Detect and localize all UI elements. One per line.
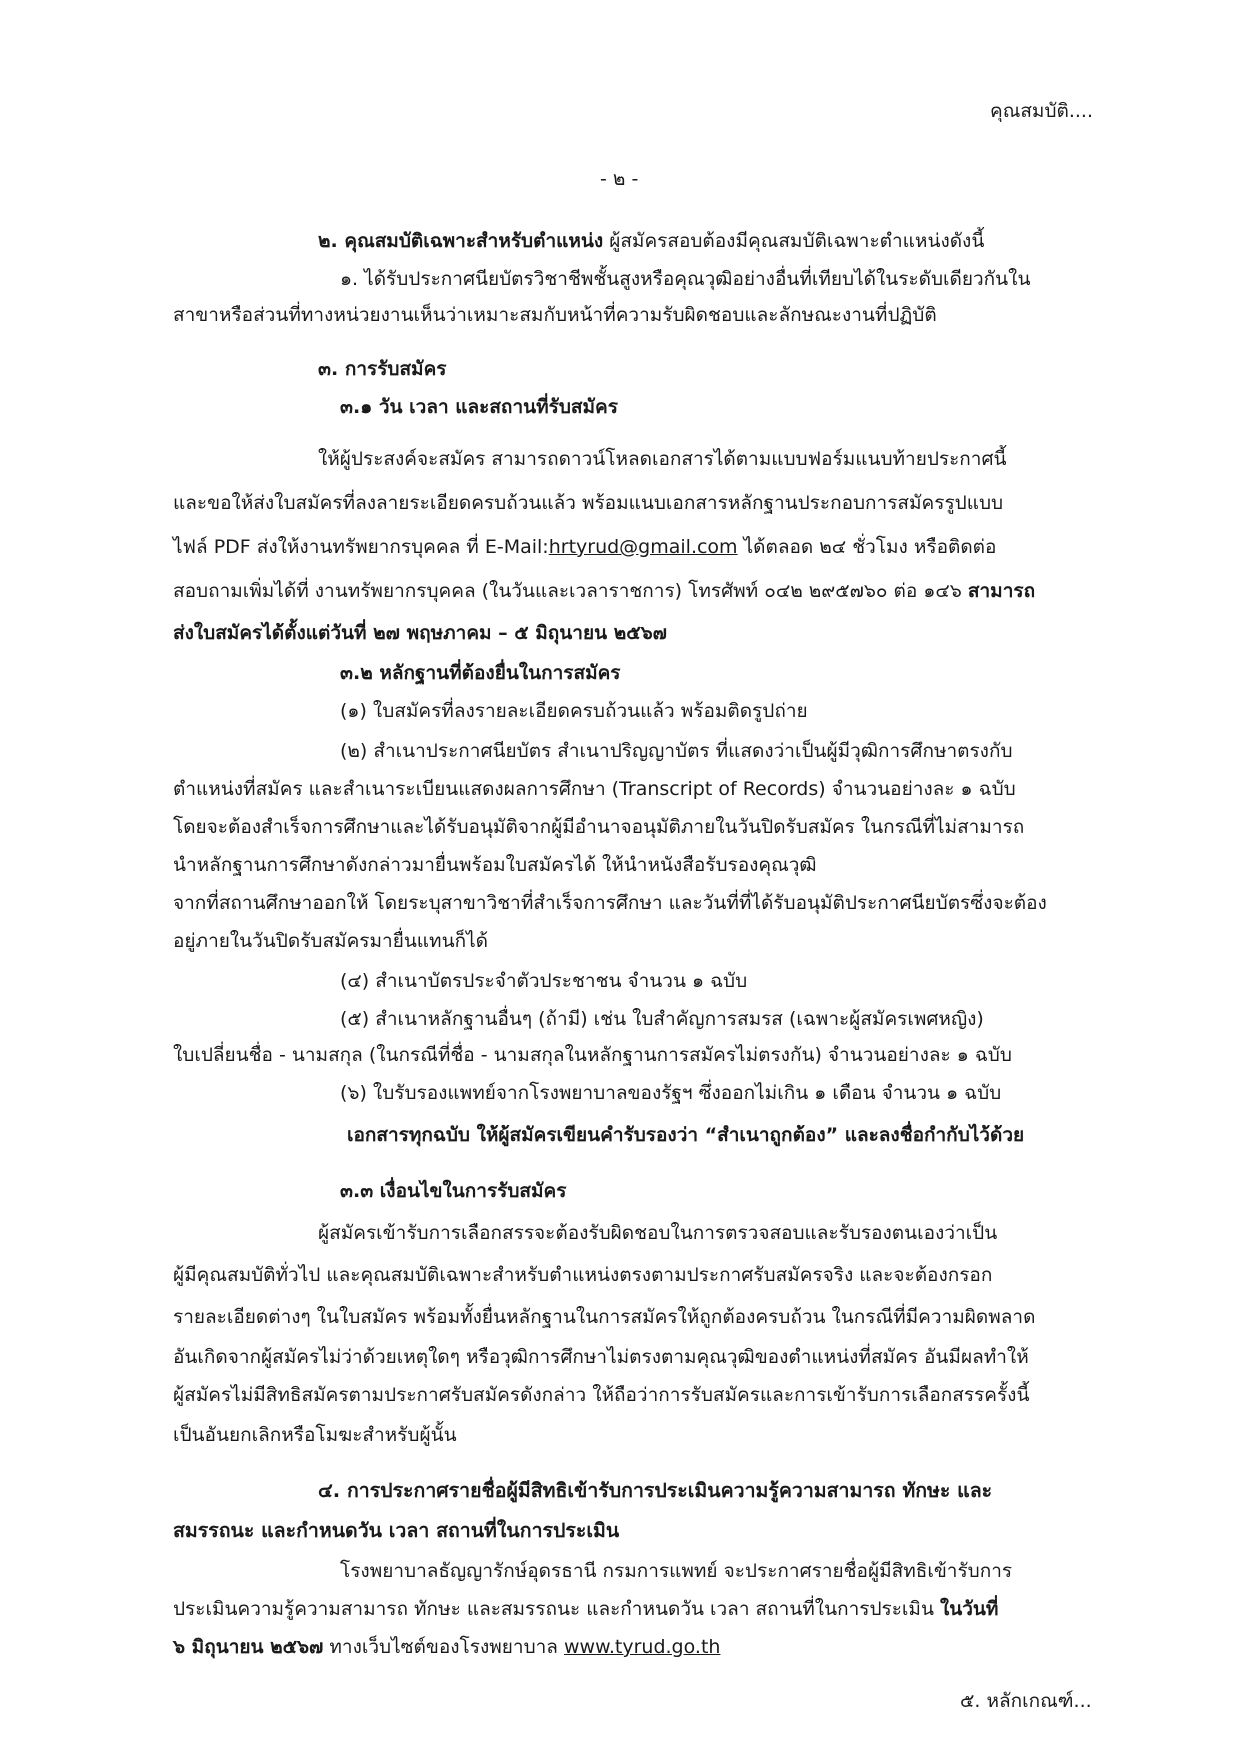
page-number: - ๒ - (600, 168, 639, 190)
section-2-heading-bold: ๒. คุณสมบัติเฉพาะสำหรับตำแหน่ง (318, 230, 604, 252)
section-3-3-line-1: ผู้สมัครเข้ารับการเลือกสรรจะต้องรับผิดชอบในการตรวจสอบและรับรองตนเองว่าเป็น (318, 1222, 998, 1244)
section-2-heading-rest: ผู้สมัครสอบต้องมีคุณสมบัติเฉพาะตำแหน่งดังนี้ (603, 230, 985, 252)
section-2-heading (318, 228, 984, 254)
doc-item-1: (๑) ใบสมัครที่ลงรายละเอียดครบถ้วนแล้ว พร้อมติดรูปถ่าย (340, 700, 808, 722)
email-prefix: ไฟล์ PDF ส่งให้งานทรัพยากรบุคคล ที่ E-Mail: (173, 536, 549, 558)
section-3-heading: ๓. การรับสมัคร (318, 358, 447, 380)
contact-bold: สามารถ (967, 580, 1036, 602)
section-3-1-line-1: ให้ผู้ประสงค์จะสมัคร สามารถดาวน์โหลดเอกสารได้ตามแบบฟอร์มแนบท้ายประกาศนี้ (318, 448, 1007, 470)
announcement-date: ๖ มิถุนายน ๒๕๖๗ (173, 1636, 324, 1658)
doc-item-2-line-1: (๒) สำเนาประกาศนียบัตร สำเนาปริญญาบัตร ที่แสดงว่าเป็นผู้มีวุฒิการศึกษาตรงกับ (340, 740, 1013, 762)
section-4-line-2-bold: ในวันที่ (939, 1598, 999, 1620)
continued-from-previous: คุณสมบัติ.... (990, 100, 1094, 122)
section-2-item-1-line-1: ๑. ได้รับประกาศนียบัตรวิชาชีพชั้นสูงหรือคุณวุฒิอย่างอื่นที่เทียบได้ในระดับเดียวกันใน (340, 268, 1031, 290)
contact-text: สอบถามเพิ่มได้ที่ งานทรัพยากรบุคคล (ในวันและเวลาราชการ) โทรศัพท์ ๐๔๒ ๒๙๕๗๖๐ ต่อ ๑๔๖ (173, 580, 968, 602)
section-3-2-heading: ๓.๒ หลักฐานที่ต้องยื่นในการสมัคร (340, 662, 621, 684)
website-link[interactable]: www.tyrud.go.th (564, 1636, 721, 1658)
section-4-line-1: โรงพยาบาลธัญญารักษ์อุดรธานี กรมการแพทย์ จะประกาศรายชื่อผู้มีสิทธิเข้ารับการ (340, 1560, 1013, 1582)
section-4-heading-line-2: สมรรถนะ และกำหนดวัน เวลา สถานที่ในการประเมิน (173, 1519, 620, 1542)
doc-item-4: (๔) สำเนาบัตรประจำตัวประชาชน จำนวน ๑ ฉบับ (340, 970, 748, 992)
section-4-line-2 (173, 1596, 998, 1622)
doc-item-2-line-3: โดยจะต้องสำเร็จการศึกษาและได้รับอนุมัติจากผู้มีอำนาจอนุมัติภายในวันปิดรับสมัคร ในกรณีที่ไม่สามารถ (173, 816, 1025, 838)
doc-item-2-line-2: ตำแหน่งที่สมัคร และสำเนาระเบียนแสดงผลการศึกษา (Transcript of Records) จำนวนอย่างละ ๑ ฉบับ (173, 778, 1016, 800)
doc-item-5-line-2: ใบเปลี่ยนชื่อ - นามสกุล (ในกรณีที่ชื่อ - นามสกุลในหลักฐานการสมัครไม่ตรงกัน) จำนวนอย่างละ ๑ ฉบับ (173, 1044, 1012, 1066)
certification-note: เอกสารทุกฉบับ ให้ผู้สมัครเขียนคำรับรองว่า “สำเนาถูกต้อง” และลงชื่อกำกับไว้ด้วย (347, 1124, 1025, 1146)
section-3-1-line-2: และขอให้ส่งใบสมัครที่ลงลายระเอียดครบถ้วนแล้ว พร้อมแนบเอกสารหลักฐานประกอบการสมัครรูปแบบ (173, 492, 1004, 514)
application-period: ส่งใบสมัครได้ตั้งแต่วันที่ ๒๗ พฤษภาคม – ๕ มิถุนายน ๒๕๖๗ (173, 622, 667, 644)
doc-item-2-line-5: จากที่สถานศึกษาออกให้ โดยระบุสาขาวิชาที่สำเร็จการศึกษา และวันที่ที่ได้รับอนุมัติประกาศนียบัตรซึ่งจะต้อง (173, 892, 1047, 914)
section-2-item-1-line-2: สาขาหรือส่วนที่ทางหน่วยงานเห็นว่าเหมาะสมกับหน้าที่ความรับผิดชอบและลักษณะงานที่ปฏิบัติ (173, 304, 937, 326)
doc-item-2-line-6: อยู่ภายในวันปิดรับสมัครมายื่นแทนก็ได้ (173, 930, 488, 952)
doc-item-2-line-4: นำหลักฐานการศึกษาดังกล่าวมายื่นพร้อมใบสมัครได้ ให้นำหนังสือรับรองคุณวุฒิ (173, 854, 817, 876)
section-3-3-heading: ๓.๓ เงื่อนไขในการรับสมัคร (340, 1180, 567, 1202)
section-3-3-line-5: ผู้สมัครไม่มีสิทธิสมัครตามประกาศรับสมัครดังกล่าว ให้ถือว่าการรับสมัครและการเข้ารับการเลือกสรรครั้งนี้ (173, 1384, 1030, 1406)
section-3-3-line-4: อันเกิดจากผู้สมัครไม่ว่าด้วยเหตุใดๆ หรือวุฒิการศึกษาไม่ตรงตามคุณวุฒิของตำแหน่งที่สมัคร อันมีผลทำให้ (173, 1346, 1029, 1368)
section-4-line-3 (173, 1634, 720, 1660)
section-3-3-line-3: รายละเอียดต่างๆ ในใบสมัคร พร้อมทั้งยื่นหลักฐานในการสมัครให้ถูกต้องครบถ้วน ในกรณีที่มีความผิดพลาด (173, 1306, 1036, 1328)
section-3-1-line-3 (173, 534, 996, 560)
section-4-line-2-text: ประเมินความรู้ความสามารถ ทักษะ และสมรรถนะ และกำหนดวัน เวลา สถานที่ในการประเมิน (173, 1598, 940, 1620)
section-3-3-line-2: ผู้มีคุณสมบัติทั่วไป และคุณสมบัติเฉพาะสำหรับตำแหน่งตรงตามประกาศรับสมัครจริง และจะต้องกรอก (173, 1264, 993, 1286)
section-3-3-line-6: เป็นอันยกเลิกหรือโมฆะสำหรับผู้นั้น (173, 1424, 457, 1446)
section-3-1-heading: ๓.๑ วัน เวลา และสถานที่รับสมัคร (340, 396, 618, 418)
website-lead: ทางเว็บไซต์ของโรงพยาบาล (323, 1636, 564, 1658)
doc-item-6: (๖) ใบรับรองแพทย์จากโรงพยาบาลของรัฐฯ ซึ่งออกไม่เกิน ๑ เดือน จำนวน ๑ ฉบับ (340, 1082, 1002, 1104)
section-3-1-line-4 (173, 578, 1035, 604)
email-link[interactable]: hrtyrud@gmail.com (548, 536, 738, 558)
section-4-heading-line-1: ๔. การประกาศรายชื่อผู้มีสิทธิเข้ารับการประเมินความรู้ความสามารถ ทักษะ และ (318, 1479, 993, 1502)
doc-item-5-line-1: (๕) สำเนาหลักฐานอื่นๆ (ถ้ามี) เช่น ใบสำคัญการสมรส (เฉพาะผู้สมัครเพศหญิง) (340, 1008, 984, 1030)
email-suffix: ได้ตลอด ๒๔ ชั่วโมง หรือติดต่อ (737, 536, 997, 558)
continued-to-next: ๕. หลักเกณฑ์... (960, 1690, 1092, 1712)
